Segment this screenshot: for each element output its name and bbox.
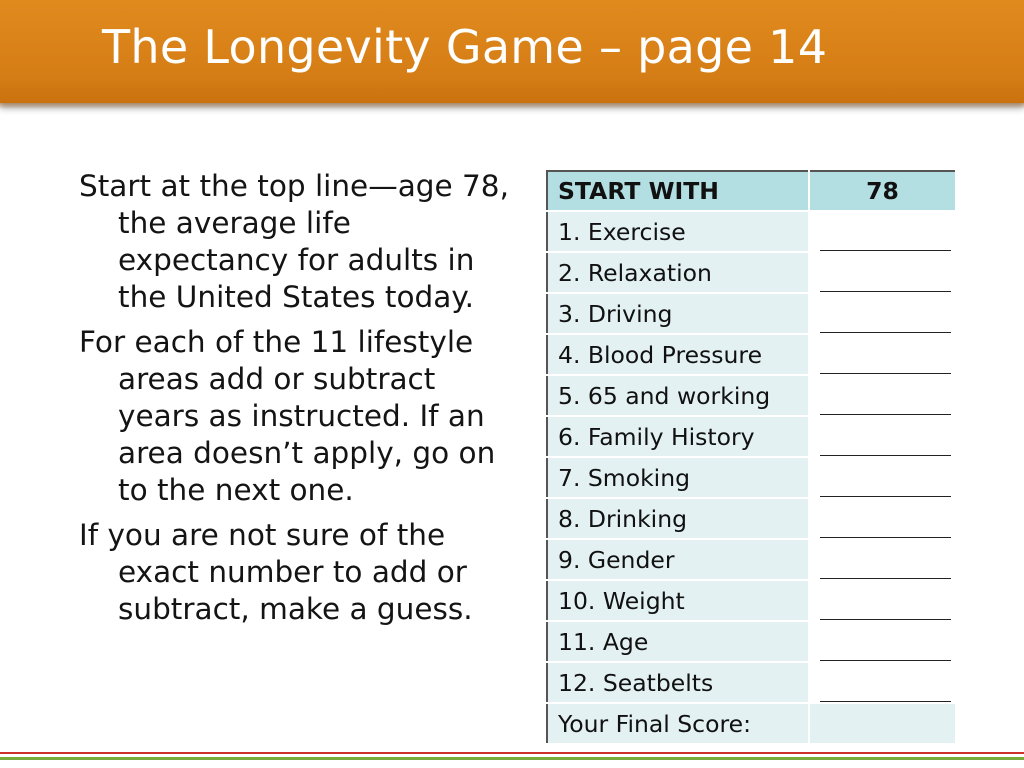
score-table-header: [547, 171, 956, 211]
table-row: [547, 375, 956, 416]
row-label-relaxation: 2. Relaxation: [547, 252, 809, 293]
table-row: [547, 252, 956, 293]
row-label-65-and-working: 5. 65 and working: [547, 375, 809, 416]
title-bar: [0, 0, 1024, 103]
row-label-seatbelts: 12. Seatbelts: [547, 662, 809, 703]
row-label-drinking: 8. Drinking: [547, 498, 809, 539]
score-blank-gender[interactable]: [809, 539, 956, 580]
final-score-label: Your Final Score:: [547, 703, 809, 744]
table-row: [547, 457, 956, 498]
table-row: [547, 662, 956, 703]
footer-green-rule: [0, 757, 1024, 760]
final-score-row: [547, 703, 956, 744]
table-row: [547, 416, 956, 457]
score-blank-seatbelts[interactable]: [809, 662, 956, 703]
table-row: [547, 293, 956, 334]
score-blank-family-history[interactable]: [809, 416, 956, 457]
start-with-value: 78: [809, 171, 956, 211]
footer-red-rule: [0, 752, 1024, 754]
row-label-exercise: 1. Exercise: [547, 211, 809, 252]
table-row: [547, 211, 956, 252]
table-row: [547, 334, 956, 375]
instruction-paragraph-3: If you are not sure of the exact number to add or subtract, make a guess.: [79, 518, 473, 626]
row-label-gender: 9. Gender: [547, 539, 809, 580]
table-row: [547, 539, 956, 580]
final-score-value-cell[interactable]: [809, 703, 956, 744]
row-label-blood-pressure: 4. Blood Pressure: [547, 334, 809, 375]
score-blank-blood-pressure[interactable]: [809, 334, 956, 375]
instructions-text: [79, 168, 524, 636]
score-blank-age[interactable]: [809, 621, 956, 662]
score-blank-exercise[interactable]: [809, 211, 956, 252]
row-label-smoking: 7. Smoking: [547, 457, 809, 498]
score-blank-weight[interactable]: [809, 580, 956, 621]
slide-title: The Longevity Game – page 14: [102, 20, 828, 74]
table-row: [547, 498, 956, 539]
start-with-label: START WITH: [547, 171, 809, 211]
score-blank-driving[interactable]: [809, 293, 956, 334]
row-label-family-history: 6. Family History: [547, 416, 809, 457]
score-table: [546, 170, 957, 745]
row-label-weight: 10. Weight: [547, 580, 809, 621]
row-label-driving: 3. Driving: [547, 293, 809, 334]
table-row: [547, 621, 956, 662]
row-label-age: 11. Age: [547, 621, 809, 662]
score-blank-relaxation[interactable]: [809, 252, 956, 293]
score-blank-drinking[interactable]: [809, 498, 956, 539]
score-blank-smoking[interactable]: [809, 457, 956, 498]
instruction-paragraph-1: Start at the top line—age 78, the average life expectancy for adults in the United States today.: [79, 169, 509, 314]
table-row: [547, 580, 956, 621]
score-blank-65-and-working[interactable]: [809, 375, 956, 416]
instruction-paragraph-2: For each of the 11 lifestyle areas add or subtract years as instructed. If an area doesn’t apply, go on to the next one.: [79, 325, 496, 507]
